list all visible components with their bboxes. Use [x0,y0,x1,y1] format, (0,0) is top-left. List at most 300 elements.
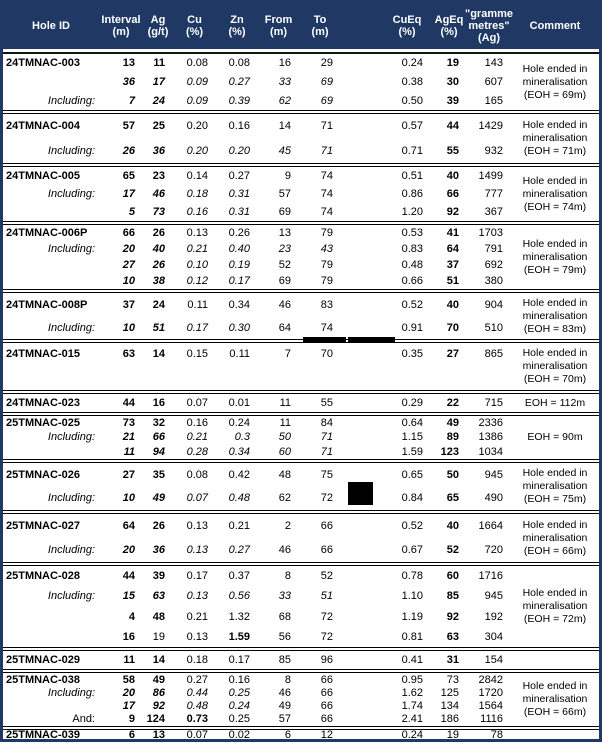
group-rows [3,343,511,390]
cell-gm: 165 [484,94,503,107]
cell-ag: 24 [152,94,165,107]
cell-cu: 0.12 [186,275,208,287]
cell-to: 72 [320,492,333,505]
cell-interval: 17 [122,188,135,200]
cell-gm: 715 [484,397,503,409]
cell-from: 2 [284,520,291,532]
cell-interval: 17 [122,700,135,713]
cell-to: 66 [320,713,333,726]
cell-zn: 0.24 [228,700,250,713]
cell-from: 48 [278,468,291,481]
cell-from: 13 [278,227,291,239]
table-row [3,713,511,726]
cell-ag: 17 [152,76,165,88]
cell-cu: 0.13 [186,520,208,532]
cell-to: 74 [320,321,333,334]
cell-interval: 10 [122,275,135,287]
cell-cueq: 0.91 [401,321,423,334]
cell-zn: 0.27 [228,76,250,88]
cell-from: 14 [278,120,291,133]
row-qualifier-cell: Including: [47,492,95,505]
hole-group-25TMNAC-026 [3,459,599,510]
cell-cueq: 1.15 [401,431,423,444]
hole-group-24TMNAC-023 [3,390,599,412]
cell-ag: 13 [152,728,165,741]
table-row [3,241,511,257]
hole-id-cell: 25TMNAC-038 [6,673,80,686]
cell-ag: 14 [152,347,165,360]
cell-to: 74 [320,206,333,218]
cell-ageq: 49 [446,417,459,430]
cell-cu: 0.18 [186,188,208,200]
cell-cueq: 1.59 [401,445,423,458]
cell-gm: 1564 [478,700,503,713]
row-qualifier-cell: Including: [47,243,95,255]
cell-gm: 1499 [478,170,503,182]
cell-interval: 73 [122,417,135,430]
cell-ageq: 50 [446,468,459,481]
table-row [3,566,511,586]
cell-cueq: 0.29 [401,397,423,409]
cell-gm: 143 [484,57,503,70]
cell-ag: 24 [152,298,165,311]
cell-to: 66 [320,673,333,686]
table-row [3,627,511,647]
hole-id-cell: 25TMNAC-028 [6,570,80,583]
cell-gm: 865 [484,347,503,360]
cell-cueq: 1.10 [401,590,423,603]
cell-from: 60 [278,445,291,458]
cell-to: 66 [320,686,333,699]
cell-gm: 2336 [478,417,503,430]
group-rows [3,514,511,562]
cell-zn: 0.25 [228,686,250,699]
cell-zn: 0.34 [228,298,250,311]
hole-group-25TMNAC-029 [3,647,599,669]
cell-to: 79 [320,275,333,287]
col-header-comment: Comment [529,20,581,32]
cell-cu: 0.13 [186,630,208,643]
comment-cell [511,651,599,669]
cell-ag: 35 [152,468,165,481]
cell-to: 66 [320,544,333,556]
cell-cu: 0.07 [186,728,208,741]
cell-to: 75 [320,468,333,481]
cell-cu: 0.17 [186,570,208,583]
cell-zn: 0.3 [234,431,250,444]
cell-to: 66 [320,520,333,532]
table-row [3,416,511,430]
group-rows [3,416,511,459]
cell-cueq: 1.20 [401,206,423,218]
row-qualifier-cell: Including: [47,144,95,157]
cell-cu: 0.21 [186,243,208,255]
cell-gm: 791 [484,243,503,255]
cell-from: 6 [284,728,291,741]
col-header-hole-id: Hole ID [32,20,70,32]
hole-group-24TMNAC-003 [3,52,599,110]
cell-interval: 20 [122,544,135,556]
cell-cu: 0.17 [186,321,208,334]
cell-ageq: 40 [446,520,459,532]
cell-to: 79 [320,227,333,239]
cell-ageq: 39 [446,94,459,107]
cell-interval: 9 [128,713,135,726]
cell-from: 68 [278,610,291,623]
cell-zn: 0.56 [228,590,250,603]
cell-cu: 0.07 [186,492,208,505]
cell-cueq: 0.95 [401,673,423,686]
comment-cell [511,730,599,739]
cell-zn: 0.31 [228,206,250,218]
cell-zn: 1.32 [228,610,250,623]
cell-ag: 19 [152,630,165,643]
cell-cu: 0.28 [186,445,208,458]
row-qualifier-cell: Including: [47,544,95,556]
cell-cueq: 1.19 [401,610,423,623]
cell-cueq: 0.38 [401,76,423,88]
cell-gm: 380 [484,275,503,287]
cell-ageq: 40 [446,170,459,182]
row-qualifier-cell: Including: [47,188,95,200]
cell-interval: 11 [123,445,135,458]
table-row [3,487,511,511]
cell-cu: 0.16 [186,417,208,430]
cell-from: 7 [284,347,291,360]
cell-gm: 490 [484,492,503,505]
cell-ageq: 52 [446,544,459,556]
comment-cell: Hole ended in mineralisation (EOH = 69m) [522,62,588,101]
cell-ageq: 70 [446,321,459,334]
cell-zn: 0.31 [228,188,250,200]
cell-ag: 26 [152,259,165,271]
group-rows [3,463,511,510]
cell-to: 43 [320,243,333,255]
redaction-box [348,482,373,505]
cell-gm: 904 [484,298,503,311]
hole-id-cell: 25TMNAC-026 [6,468,80,481]
comment-cell: Hole ended in mineralisation (EOH = 75m) [522,467,588,505]
cell-gm: 1716 [478,570,503,583]
cell-cu: 0.13 [186,227,208,239]
cell-ageq: 134 [440,700,459,713]
cell-to: 79 [320,259,333,271]
cell-gm: 1720 [478,686,503,699]
hole-group-24TMNAC-005 [3,163,599,221]
cell-ag: 124 [146,713,165,726]
table-row [3,114,511,139]
hole-id-cell: 24TMNAC-008P [6,298,88,311]
cell-to: 71 [320,120,333,133]
cell-ageq: 60 [446,570,459,583]
comment-cell: Hole ended in mineralisation (EOH = 66m) [522,518,588,557]
cell-from: 46 [278,298,291,311]
comment-cell: Hole ended in mineralisation (EOH = 72m) [522,587,588,625]
cell-cueq: 0.51 [401,170,423,182]
cell-to: 70 [320,347,333,360]
cell-ageq: 44 [446,120,459,133]
cell-cueq: 0.66 [401,275,423,287]
cell-to: 74 [320,188,333,200]
cell-interval: 13 [122,57,135,70]
table-row [3,514,511,538]
cell-cueq: 0.41 [401,654,423,666]
cell-ageq: 30 [446,76,459,88]
hole-id-cell: 24TMNAC-005 [6,170,80,182]
cell-zn: 0.42 [228,468,250,481]
cell-cu: 0.07 [186,397,208,409]
cell-ageq: 89 [446,431,459,444]
cell-to: 83 [320,298,333,311]
hole-id-cell: 25TMNAC-029 [6,654,80,666]
cell-ageq: 55 [446,144,459,157]
col-header-to: To (m) [311,14,329,38]
cell-from: 11 [279,417,291,430]
cell-from: 8 [284,673,291,686]
cell-ag: 38 [152,275,165,287]
cell-cueq: 0.35 [401,347,423,360]
cell-ageq: 85 [446,590,459,603]
cell-ag: 36 [152,544,165,556]
cell-cu: 0.13 [186,544,208,556]
cell-gm: 945 [484,590,503,603]
table-row [3,316,511,339]
cell-to: 66 [320,700,333,713]
table-row [3,139,511,164]
cell-cueq: 0.67 [401,544,423,556]
cell-from: 62 [278,492,291,505]
hole-id-cell: 24TMNAC-006P [6,227,88,239]
table-row [3,700,511,713]
cell-cueq: 2.41 [401,713,423,726]
cell-from: 50 [278,431,291,444]
cell-zn: 0.40 [228,243,250,255]
cell-zn: 0.16 [228,120,250,133]
group-rows [3,651,511,669]
cell-ageq: 22 [446,397,459,409]
cell-cu: 0.08 [186,468,208,481]
cell-from: 57 [278,713,291,726]
cell-gm: 1034 [478,445,503,458]
cell-ageq: 66 [446,188,459,200]
cell-ag: 25 [152,120,165,133]
hole-group-24TMNAC-015 [3,339,599,390]
cell-cu: 0.16 [186,206,208,218]
cell-to: 12 [320,728,333,741]
col-header-zn: Zn (%) [228,14,246,38]
cell-gm: 932 [484,144,503,157]
cell-gm: 2842 [478,673,503,686]
cell-from: 85 [278,654,291,666]
hole-id-cell: 25TMNAC-039 [6,728,80,741]
cell-from: 46 [278,686,291,699]
cell-gm: 720 [484,544,503,556]
comment-cell: EOH = 90m [527,431,583,443]
cell-cu: 0.73 [186,713,208,726]
cell-ag: 32 [152,417,165,430]
cell-zn: 0.27 [228,544,250,556]
cell-to: 72 [320,630,333,643]
table-row [3,73,511,92]
col-header-gramme_metres: "gramme metres" (Ag) [465,8,514,44]
cell-ag: 49 [152,492,165,505]
cell-cueq: 0.52 [401,520,423,532]
group-rows [3,167,511,221]
cell-ageq: 64 [446,243,459,255]
cell-ag: 51 [152,321,165,334]
cell-to: 29 [320,57,333,70]
hole-group-25TMNAC-028 [3,562,599,647]
row-qualifier-cell: Including: [47,94,95,107]
cell-cueq: 0.83 [401,243,423,255]
hole-group-25TMNAC-025 [3,412,599,459]
cell-from: 69 [278,275,291,287]
hole-group-25TMNAC-038 [3,669,599,726]
cell-zn: 0.26 [228,227,250,239]
table-row [3,225,511,241]
cell-cu: 0.27 [186,673,208,686]
cell-ageq: 40 [446,298,459,311]
cell-cu: 0.09 [186,76,208,88]
comment-cell: Hole ended in mineralisation (EOH = 74m) [522,174,588,213]
table-row [3,394,511,412]
cell-from: 49 [278,700,291,713]
cell-cu: 0.11 [187,298,208,311]
cell-cu: 0.10 [186,259,208,271]
cell-interval: 20 [122,686,135,699]
cell-to: 69 [320,94,333,107]
cell-zn: 0.16 [228,673,250,686]
cell-to: 55 [320,397,333,409]
hole-group-24TMNAC-004 [3,110,599,163]
cell-interval: 26 [122,144,135,157]
cell-ageq: 19 [446,57,459,70]
cell-ageq: 125 [440,686,459,699]
cell-zn: 0.39 [228,94,250,107]
cell-ag: 14 [152,654,165,666]
cell-interval: 58 [122,673,135,686]
cell-from: 64 [278,321,291,334]
cell-from: 16 [278,57,291,70]
cell-to: 71 [320,431,333,444]
cell-to: 69 [320,76,333,88]
cell-gm: 1386 [478,431,503,444]
cell-interval: 11 [123,654,135,666]
cell-from: 8 [284,570,291,583]
cell-from: 45 [278,144,291,157]
cell-to: 71 [320,445,333,458]
cell-gm: 154 [484,654,503,666]
cell-zn: 0.17 [228,275,250,287]
table-row [3,730,511,739]
col-header-cu: Cu (%) [185,14,204,38]
group-rows [3,114,511,163]
cell-to: 72 [320,610,333,623]
group-rows [3,54,511,110]
table-row [3,203,511,221]
row-qualifier-cell: Including: [47,590,95,603]
group-rows [3,730,511,739]
cell-to: 74 [320,170,333,182]
hole-group-25TMNAC-039 [3,726,599,739]
cell-ageq: 41 [446,227,459,239]
cell-to: 52 [320,570,333,583]
cell-ag: 40 [152,243,165,255]
table-row [3,54,511,73]
hole-group-24TMNAC-006P [3,221,599,289]
cell-interval: 10 [122,492,135,505]
table-header-row [3,3,599,49]
cell-from: 57 [278,188,291,200]
table-row [3,673,511,686]
cell-gm: 367 [484,206,503,218]
cell-ag: 26 [152,227,165,239]
cell-gm: 692 [484,259,503,271]
cell-to: 71 [320,144,333,157]
comment-cell: Hole ended in mineralisation (EOH = 83m) [522,296,588,335]
table-row [3,686,511,699]
cell-from: 9 [284,170,291,182]
hole-id-cell: 24TMNAC-003 [6,57,80,70]
cell-zn: 0.02 [228,728,250,741]
cell-zn: 0.01 [228,397,250,409]
cell-zn: 0.20 [228,144,250,157]
comment-cell: EOH = 112m [524,396,586,409]
cell-interval: 44 [122,397,135,409]
cell-cueq: 0.65 [401,468,423,481]
cell-cueq: 0.50 [401,94,423,107]
cell-cueq: 0.24 [401,728,423,741]
cell-interval: 44 [122,570,135,583]
cell-zn: 0.30 [228,321,250,334]
group-rows [3,293,511,339]
cell-cueq: 0.24 [401,57,423,70]
cell-from: 52 [278,259,291,271]
table-row [3,273,511,289]
cell-interval: 63 [122,347,135,360]
cell-cu: 0.20 [186,144,208,157]
cell-interval: 64 [122,520,135,532]
cell-zn: 0.25 [228,713,250,726]
cell-cu: 0.21 [186,610,208,623]
cell-to: 96 [320,654,333,666]
cell-zn: 0.34 [228,445,250,458]
cell-from: 69 [278,206,291,218]
cell-ag: 63 [152,590,165,603]
cell-cu: 0.14 [186,170,208,182]
cell-interval: 27 [122,259,135,271]
cell-interval: 6 [128,728,135,741]
cell-ageq: 65 [446,492,459,505]
table-row [3,463,511,487]
col-header-from: From (m) [264,14,293,38]
table-row [3,185,511,203]
cell-gm: 1703 [478,227,503,239]
cell-ag: 86 [152,686,165,699]
cell-zn: 0.19 [228,259,250,271]
cell-ag: 16 [152,397,165,409]
cell-zn: 0.17 [228,654,250,666]
cell-cueq: 0.84 [401,492,423,505]
cell-zn: 0.08 [228,57,250,70]
group-rows [3,225,511,289]
col-header-ag: Ag (g/t) [147,14,169,38]
cell-cu: 0.44 [186,686,208,699]
cell-cueq: 0.78 [401,570,423,583]
cell-zn: 0.11 [229,347,250,360]
table-row [3,445,511,459]
cell-ag: 23 [152,170,165,182]
